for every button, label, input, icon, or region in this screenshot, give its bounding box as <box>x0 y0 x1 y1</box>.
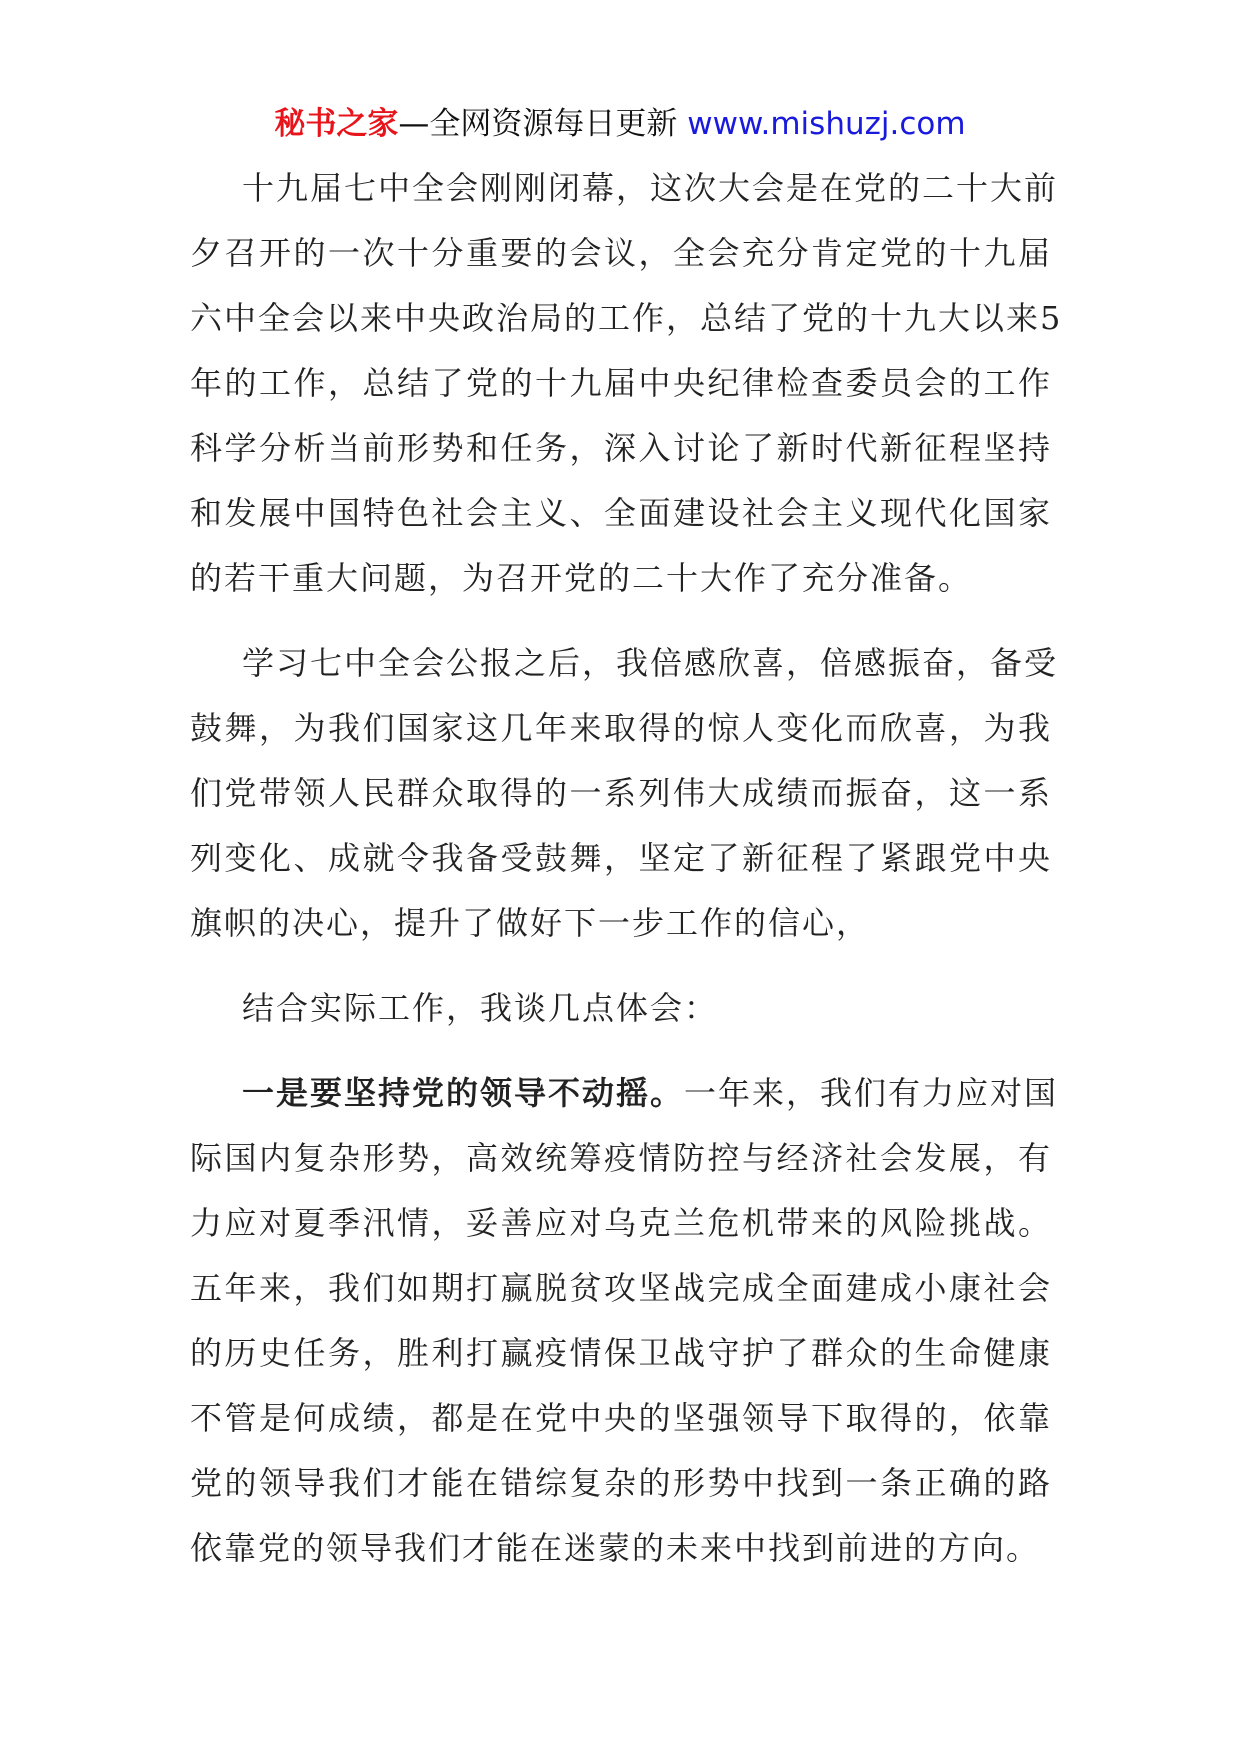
text-line: 党的领导我们才能在错综复杂的形势中找到一条正确的路 <box>190 1464 1052 1502</box>
document-body <box>190 156 1063 1581</box>
text-line: 结合实际工作，我谈几点体会： <box>242 989 719 1027</box>
text-line: 旗帜的决心，提升了做好下一步工作的信心， <box>190 904 871 942</box>
lead-rest: 一年来，我们有力应对国 <box>684 1074 1059 1112</box>
paragraph-2 <box>190 631 1059 956</box>
text-line: 依靠党的领导我们才能在迷蒙的未来中找到前进的方向。 <box>190 1529 1041 1567</box>
page-header <box>0 100 1240 148</box>
text-line: 际国内复杂形势，高效统筹疫情防控与经济社会发展，有 <box>190 1139 1052 1177</box>
text-line: 鼓舞，为我们国家这几年来取得的惊人变化而欣喜，为我 <box>190 709 1052 747</box>
paragraph-3 <box>190 976 1052 1041</box>
text-line: 们党带领人民群众取得的一系列伟大成绩而振奋，这一系 <box>190 774 1052 812</box>
text-line: 的若干重大问题，为召开党的二十大作了充分准备。 <box>190 559 973 597</box>
text-line: 科学分析当前形势和任务，深入讨论了新时代新征程坚持 <box>190 429 1052 467</box>
text-line: 五年来，我们如期打赢脱贫攻坚战完成全面建成小康社会 <box>190 1269 1052 1307</box>
text-line: 学习七中全会公报之后，我倍感欣喜，倍感振奋，备受 <box>242 644 1059 682</box>
header-tagline: —全网资源每日更新 <box>398 106 688 142</box>
text-line: 十九届七中全会刚刚闭幕，这次大会是在党的二十大前 <box>242 169 1059 207</box>
text-line: 和发展中国特色社会主义、全面建设社会主义现代化国家 <box>190 494 1052 532</box>
bold-heading: 一是要坚持党的领导不动摇。 <box>242 1074 685 1112</box>
header-url-link[interactable]: www.mishuzj.com <box>687 106 966 142</box>
text-line: 的历史任务，胜利打赢疫情保卫战守护了群众的生命健康 <box>190 1334 1052 1372</box>
text-line: 不管是何成绩，都是在党中央的坚强领导下取得的，依靠 <box>190 1399 1052 1437</box>
text-line: 六中全会以来中央政治局的工作，总结了党的十九大以来5 <box>190 299 1063 337</box>
paragraph-1 <box>190 156 1063 611</box>
text-line: 夕召开的一次十分重要的会议，全会充分肯定党的十九届 <box>190 234 1052 272</box>
header-brand: 秘书之家 <box>274 106 399 142</box>
paragraph-4 <box>190 1061 1059 1581</box>
text-line-lead <box>190 1061 1059 1126</box>
text-line: 列变化、成就令我备受鼓舞，坚定了新征程了紧跟党中央 <box>190 839 1052 877</box>
text-line: 年的工作，总结了党的十九届中央纪律检查委员会的工作 <box>190 364 1052 402</box>
text-line: 力应对夏季汛情，妥善应对乌克兰危机带来的风险挑战。 <box>190 1204 1052 1242</box>
